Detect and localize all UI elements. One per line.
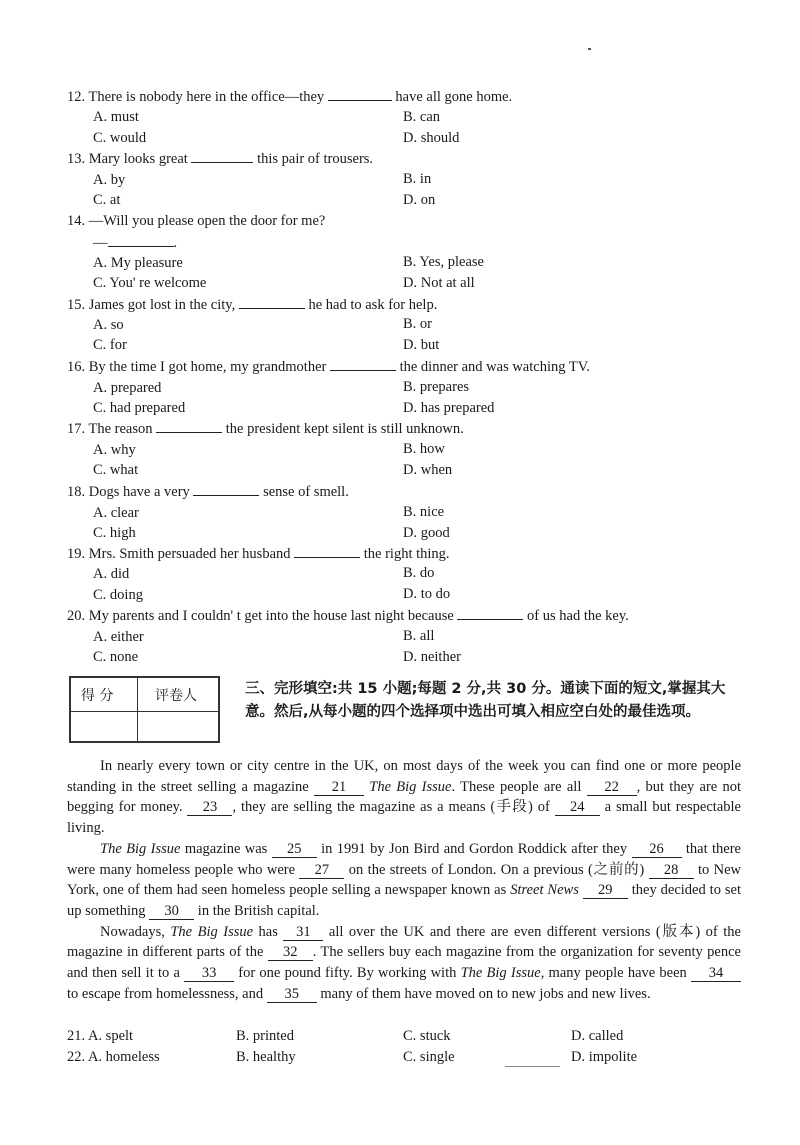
option-a[interactable]: A. why <box>93 442 136 458</box>
passage-text: magazine was <box>180 840 272 857</box>
option-a[interactable]: A. by <box>93 172 126 188</box>
blank-35[interactable]: 35 <box>267 987 317 1003</box>
cloze-21-option-d[interactable]: D. called <box>571 1028 624 1044</box>
passage-text: all over the UK and there are even different versions (版本) of the magazine in different parts of the <box>67 923 741 961</box>
passage-text: Nowadays, <box>100 923 171 940</box>
passage-text: that there were many homeless people who were <box>67 840 741 878</box>
cloze-22-option-b[interactable]: B. healthy <box>236 1049 296 1065</box>
blank-32[interactable]: 32 <box>268 945 313 961</box>
answer-blank[interactable] <box>294 545 360 558</box>
blank-27[interactable]: 27 <box>299 863 344 879</box>
option-a[interactable]: A. prepared <box>93 380 162 396</box>
blank-28[interactable]: 28 <box>649 863 694 879</box>
option-d[interactable]: D. good <box>403 525 450 541</box>
question-16 <box>67 358 590 376</box>
question-20 <box>67 607 629 625</box>
option-a[interactable]: A. must <box>93 109 139 125</box>
option-b[interactable]: B. prepares <box>403 379 470 395</box>
option-a[interactable]: A. My pleasure <box>93 255 183 271</box>
blank-24[interactable]: 24 <box>555 800 600 816</box>
passage-text: for one pound fifty. By working with <box>234 965 461 982</box>
passage-text: a small but respectable living. <box>67 799 741 837</box>
question-text: 13. Mary looks great <box>67 151 192 167</box>
passage-text: , they are selling the magazine as a means (手段) of <box>232 799 555 816</box>
option-b[interactable]: B. nice <box>403 504 445 520</box>
answer-blank[interactable] <box>328 88 392 101</box>
answer-blank[interactable] <box>457 607 523 620</box>
option-c[interactable]: C. would <box>93 130 147 146</box>
option-c[interactable]: C. at <box>93 192 121 208</box>
passage-text: to escape from homelessness, and <box>67 985 267 1002</box>
answer-blank[interactable] <box>330 358 396 371</box>
option-b[interactable]: B. in <box>403 171 432 187</box>
option-d[interactable]: D. when <box>403 462 453 478</box>
option-b[interactable]: B. do <box>403 565 435 581</box>
option-d[interactable]: D. to do <box>403 586 451 602</box>
question-14 <box>67 213 325 230</box>
option-b[interactable]: B. or <box>403 316 432 332</box>
question-text: have all gone home. <box>391 89 513 105</box>
blank-34[interactable]: 34 <box>691 966 741 982</box>
option-d[interactable]: D. should <box>403 130 460 146</box>
passage-text: has <box>253 923 284 940</box>
question-19 <box>67 545 450 563</box>
option-d[interactable]: D. has prepared <box>403 400 495 416</box>
option-d[interactable]: D. on <box>403 192 436 208</box>
cloze-21-option-b[interactable]: B. printed <box>236 1028 294 1044</box>
answer-blank[interactable] <box>239 296 305 309</box>
question-text: 17. The reason <box>67 421 157 437</box>
cloze-22-option-d[interactable]: D. impolite <box>571 1049 638 1065</box>
passage-text: , many people have been <box>540 965 692 982</box>
option-b[interactable]: B. how <box>403 441 445 457</box>
question-text: 15. James got lost in the city, <box>67 297 239 313</box>
passage-text: , but they are not begging for money. <box>67 778 742 816</box>
option-b[interactable]: B. all <box>403 628 435 644</box>
score-box <box>69 676 220 743</box>
score-field[interactable] <box>71 712 137 743</box>
question-text: 19. Mrs. Smith persuaded her husband <box>67 546 295 562</box>
scan-mark <box>505 1066 560 1067</box>
score-label: 得 分 <box>81 688 114 704</box>
option-c[interactable]: C. had prepared <box>93 400 186 416</box>
option-c[interactable]: C. what <box>93 462 139 478</box>
reply-period: . <box>173 235 178 251</box>
question-text: 16. By the time I got home, my grandmother <box>67 359 330 375</box>
question-15 <box>67 296 437 314</box>
blank-29[interactable]: 29 <box>583 883 628 899</box>
answer-blank[interactable] <box>193 483 259 496</box>
blank-31[interactable]: 31 <box>283 925 323 941</box>
option-c[interactable]: C. for <box>93 337 127 353</box>
passage-text: in the British capital. <box>194 902 320 919</box>
grader-field[interactable] <box>138 712 220 743</box>
option-c[interactable]: C. none <box>93 649 139 665</box>
cloze-22-option-a[interactable]: 22. A. homeless <box>67 1049 160 1065</box>
blank-25[interactable]: 25 <box>272 842 317 858</box>
passage-text: . The sellers buy each magazine from the organization for seventy pence and then sell it to a <box>67 944 741 982</box>
newspaper-title: Street News <box>510 882 579 899</box>
question-13 <box>67 150 373 168</box>
blank-21[interactable]: 21 <box>314 780 364 796</box>
passage-text: on the streets of London. On a previous (之前的) <box>344 861 649 878</box>
question-text: the right thing. <box>360 546 450 562</box>
cloze-21-option-c[interactable]: C. stuck <box>403 1028 451 1044</box>
option-b[interactable]: B. Yes, please <box>403 254 484 270</box>
passage-text: to New York, one of them had seen homeless people selling a newspaper known as <box>67 861 741 899</box>
option-c[interactable]: C. high <box>93 525 136 541</box>
answer-blank[interactable] <box>191 150 253 163</box>
question-text: this pair of trousers. <box>253 151 374 167</box>
magazine-title: The Big Issue <box>369 778 452 795</box>
option-a[interactable]: A. clear <box>93 505 139 521</box>
scan-speck <box>588 48 591 50</box>
passage-text: they decided to set up something <box>67 882 741 919</box>
option-b[interactable]: B. can <box>403 109 441 125</box>
blank-22[interactable]: 22 <box>587 780 637 796</box>
option-a[interactable]: A. did <box>93 566 130 582</box>
option-a[interactable]: A. so <box>93 317 124 333</box>
question-text: of us had the key. <box>523 608 629 624</box>
question-17 <box>67 420 464 438</box>
option-d[interactable]: D. neither <box>403 649 461 665</box>
cloze-21-option-a[interactable]: 21. A. spelt <box>67 1028 134 1044</box>
question-18 <box>67 483 349 501</box>
option-c[interactable]: C. You' re welcome <box>93 275 207 291</box>
cloze-22-option-c[interactable]: C. single <box>403 1049 455 1065</box>
option-a[interactable]: A. either <box>93 629 144 645</box>
blank-26[interactable]: 26 <box>632 842 682 858</box>
section-3-heading: 三、完形填空:共 15 小题;每题 2 分,共 30 分。通读下面的短文,掌握其大意。然后,从每小题的四个选择项中选出可填入相应空白处的最佳选项。 <box>245 681 726 720</box>
passage-text: . These people are all <box>451 778 587 795</box>
magazine-title: The Big Issue <box>100 840 181 857</box>
question-text: the president kept silent is still unknown. <box>222 421 464 437</box>
reply-line <box>93 234 177 252</box>
grader-label: 评卷人 <box>155 688 197 704</box>
passage <box>67 756 741 1004</box>
question-text: 14. —Will you please open the door for me? <box>67 213 326 229</box>
passage-text: in 1991 by Jon Bird and Gordon Roddick after they <box>316 840 632 857</box>
question-text: 18. Dogs have a very <box>67 484 194 500</box>
option-d[interactable]: D. Not at all <box>403 275 475 291</box>
question-12 <box>67 88 512 106</box>
option-c[interactable]: C. doing <box>93 587 143 603</box>
question-text: he had to ask for help. <box>304 297 438 313</box>
blank-23[interactable]: 23 <box>187 800 232 816</box>
question-text: sense of smell. <box>259 484 349 500</box>
question-text: the dinner and was watching TV. <box>395 359 590 375</box>
option-d[interactable]: D. but <box>403 337 440 353</box>
passage-text: In nearly every town or city centre in the UK, on most days of the week you can find one or more people standing in the street selling a magazine <box>67 758 741 795</box>
answer-blank[interactable] <box>108 234 174 247</box>
blank-33[interactable]: 33 <box>184 966 234 982</box>
reply-dash: — <box>93 235 108 251</box>
question-text: 12. There is nobody here in the office—they <box>67 89 328 105</box>
passage-text: many of them have moved on to new jobs and new lives. <box>316 985 651 1002</box>
magazine-title: The Big Issue <box>170 923 254 940</box>
answer-blank[interactable] <box>156 420 222 433</box>
magazine-title: The Big Issue <box>460 965 541 982</box>
question-text: 20. My parents and I couldn' t get into the house last night because <box>67 608 458 624</box>
blank-30[interactable]: 30 <box>149 904 194 920</box>
